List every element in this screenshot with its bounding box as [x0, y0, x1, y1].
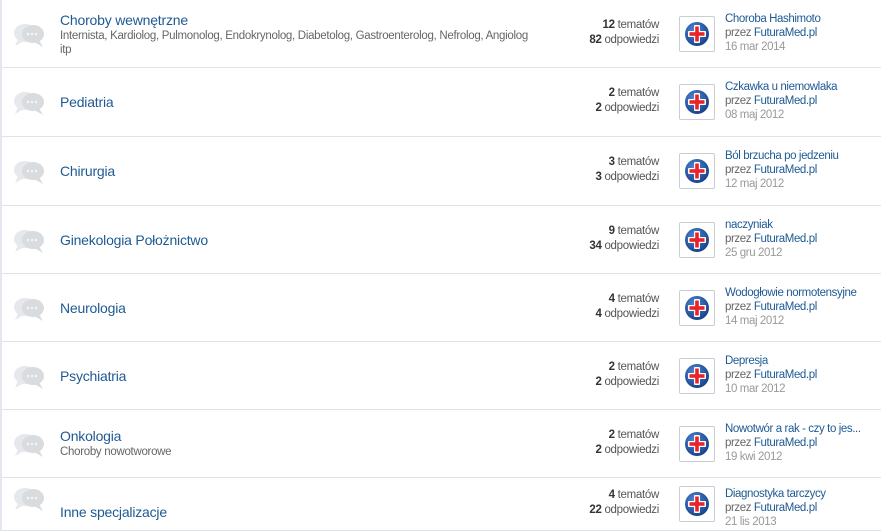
last-post-date: 21 lis 2013 [725, 516, 777, 528]
last-post-author-link[interactable]: FuturaMed.pl [753, 437, 817, 449]
forum-stats [542, 224, 659, 254]
forum-title-link[interactable]: Psychiatria [60, 368, 127, 384]
last-post-title-link[interactable]: Depresja [725, 355, 768, 367]
author-avatar[interactable] [679, 84, 715, 120]
forum-row [2, 478, 881, 531]
forum-title-link[interactable]: Neurologia [60, 300, 126, 316]
forum-title-link[interactable]: Inne specjalizacje [60, 504, 167, 520]
replies-count: 2 [595, 376, 602, 388]
last-post-date: 19 kwi 2012 [725, 451, 782, 463]
replies-stat [542, 443, 659, 458]
by-label: przez [725, 233, 752, 245]
forum-row [2, 0, 881, 68]
replies-stat [542, 101, 659, 116]
replies-label: odpowiedzi [604, 444, 659, 456]
last-post-by [725, 368, 881, 382]
replies-label: odpowiedzi [604, 171, 659, 183]
last-post [725, 80, 881, 122]
forum-row [2, 342, 881, 410]
forum-stats [542, 428, 659, 458]
last-post-title-link[interactable]: Nowotwór a rak - czy to jes... [725, 423, 861, 435]
replies-label: odpowiedzi [604, 102, 659, 114]
topics-stat [542, 292, 659, 307]
forum-description: Choroby nowotworowe [60, 446, 172, 458]
replies-stat [542, 375, 659, 390]
topics-count: 2 [608, 87, 615, 99]
last-post [725, 286, 881, 328]
by-label: przez [725, 301, 752, 313]
replies-count: 3 [595, 171, 602, 183]
forum-row [2, 137, 881, 206]
topics-stat [542, 428, 659, 443]
topics-stat [542, 86, 659, 101]
topics-label: tematów [617, 225, 659, 237]
last-post-author-link[interactable]: FuturaMed.pl [753, 233, 817, 245]
replies-count: 22 [589, 504, 602, 516]
by-label: przez [725, 369, 752, 381]
forum-title-link[interactable]: Chirurgia [60, 163, 115, 179]
replies-stat [542, 239, 659, 254]
forum-info [60, 163, 530, 179]
replies-label: odpowiedzi [604, 308, 659, 320]
speech-bubbles-icon [12, 486, 46, 512]
topics-stat [542, 360, 659, 375]
replies-stat [542, 307, 659, 322]
forum-title-link[interactable]: Ginekologia Położnictwo [60, 232, 208, 248]
medical-cross-avatar-icon [683, 362, 711, 390]
forum-description: Internista, Kardiolog, Pulmonolog, Endokrynolog, Diabetolog, Gastroenterolog, Nefrolog, Angiolog itp [60, 30, 528, 56]
forum-info [60, 300, 530, 316]
topics-stat [542, 224, 659, 239]
last-post-title-link[interactable]: Choroba Hashimoto [725, 13, 821, 25]
replies-stat [542, 33, 659, 48]
by-label: przez [725, 95, 752, 107]
forum-title-link[interactable]: Onkologia [60, 428, 122, 444]
last-post [725, 487, 881, 529]
last-post-author-link[interactable]: FuturaMed.pl [753, 95, 817, 107]
last-post [725, 149, 881, 191]
topics-count: 3 [608, 156, 615, 168]
topics-label: tematów [617, 156, 659, 168]
forum-info [60, 12, 530, 57]
author-avatar[interactable] [679, 426, 715, 462]
forum-row [2, 206, 881, 274]
speech-bubbles-icon [12, 159, 46, 185]
last-post-author-link[interactable]: FuturaMed.pl [753, 301, 817, 313]
replies-count: 4 [595, 308, 602, 320]
speech-bubbles-icon [12, 228, 46, 254]
replies-label: odpowiedzi [604, 376, 659, 388]
topics-label: tematów [617, 429, 659, 441]
last-post-by [725, 26, 881, 40]
last-post-author-link[interactable]: FuturaMed.pl [753, 164, 817, 176]
last-post-date: 12 maj 2012 [725, 178, 784, 190]
forum-stats [542, 292, 659, 322]
topics-stat [542, 488, 659, 503]
speech-bubbles-icon [12, 90, 46, 116]
by-label: przez [725, 27, 752, 39]
medical-cross-avatar-icon [683, 430, 711, 458]
last-post [725, 354, 881, 396]
author-avatar[interactable] [679, 16, 715, 52]
forum-info [60, 368, 530, 384]
last-post-title-link[interactable]: Wodogłowie normotensyjne [725, 287, 857, 299]
replies-count: 2 [595, 444, 602, 456]
speech-bubbles-icon [12, 432, 46, 458]
author-avatar[interactable] [679, 153, 715, 189]
topics-label: tematów [617, 293, 659, 305]
medical-cross-avatar-icon [683, 490, 711, 518]
last-post-date: 10 mar 2012 [725, 383, 786, 395]
medical-cross-avatar-icon [683, 226, 711, 254]
replies-label: odpowiedzi [604, 504, 659, 516]
last-post [725, 218, 881, 260]
topics-stat [542, 18, 659, 33]
forum-info [60, 504, 530, 520]
forum-info [60, 428, 530, 459]
last-post-title-link[interactable]: Ból brzucha po jedzeniu [725, 150, 839, 162]
forum-stats [542, 86, 659, 116]
last-post-by [725, 300, 881, 314]
forum-row [2, 410, 881, 478]
medical-cross-avatar-icon [683, 157, 711, 185]
author-avatar[interactable] [679, 222, 715, 258]
topics-count: 12 [602, 19, 615, 31]
last-post-date: 14 maj 2012 [725, 315, 784, 327]
author-avatar[interactable] [679, 486, 715, 522]
medical-cross-avatar-icon [683, 294, 711, 322]
forum-info [60, 94, 530, 110]
speech-bubbles-icon [12, 22, 46, 48]
replies-count: 2 [595, 102, 602, 114]
last-post-by [725, 163, 881, 177]
last-post-date: 25 gru 2012 [725, 247, 782, 259]
topics-label: tematów [617, 361, 659, 373]
replies-count: 82 [589, 34, 602, 46]
last-post-author-link[interactable]: FuturaMed.pl [753, 369, 817, 381]
topics-count: 2 [608, 361, 615, 373]
last-post-by [725, 501, 881, 515]
forum-stats [542, 18, 659, 48]
last-post-title-link[interactable]: Czkawka u niemowlaka [725, 81, 838, 93]
forum-info [60, 232, 530, 248]
author-avatar[interactable] [679, 290, 715, 326]
topics-count: 9 [608, 225, 615, 237]
medical-cross-avatar-icon [683, 20, 711, 48]
forum-stats [542, 360, 659, 390]
topics-label: tematów [617, 19, 659, 31]
replies-label: odpowiedzi [604, 34, 659, 46]
last-post [725, 12, 881, 54]
by-label: przez [725, 164, 752, 176]
by-label: przez [725, 502, 752, 514]
forum-stats [542, 488, 659, 518]
last-post-date: 16 mar 2014 [725, 41, 786, 53]
last-post-title-link[interactable]: Diagnostyka tarczycy [725, 488, 826, 500]
forum-title-link[interactable]: Pediatria [60, 94, 114, 110]
replies-stat [542, 503, 659, 518]
topics-label: tematów [617, 489, 659, 501]
forum-stats [542, 155, 659, 185]
topics-label: tematów [617, 87, 659, 99]
forum-row [2, 68, 881, 137]
last-post-by [725, 232, 881, 246]
topics-count: 2 [608, 429, 615, 441]
replies-stat [542, 170, 659, 185]
speech-bubbles-icon [12, 296, 46, 322]
last-post [725, 422, 881, 464]
author-avatar[interactable] [679, 358, 715, 394]
replies-label: odpowiedzi [604, 240, 659, 252]
medical-cross-avatar-icon [683, 88, 711, 116]
last-post-author-link[interactable]: FuturaMed.pl [753, 27, 817, 39]
forum-title-link[interactable]: Choroby wewnętrzne [60, 12, 188, 28]
topics-count: 4 [608, 293, 615, 305]
by-label: przez [725, 437, 752, 449]
last-post-by [725, 436, 881, 450]
forum-row [2, 274, 881, 342]
topics-count: 4 [608, 489, 615, 501]
replies-count: 34 [589, 240, 602, 252]
topics-stat [542, 155, 659, 170]
last-post-date: 08 maj 2012 [725, 109, 784, 121]
last-post-by [725, 94, 881, 108]
last-post-title-link[interactable]: naczyniak [725, 219, 773, 231]
speech-bubbles-icon [12, 364, 46, 390]
last-post-author-link[interactable]: FuturaMed.pl [753, 502, 817, 514]
